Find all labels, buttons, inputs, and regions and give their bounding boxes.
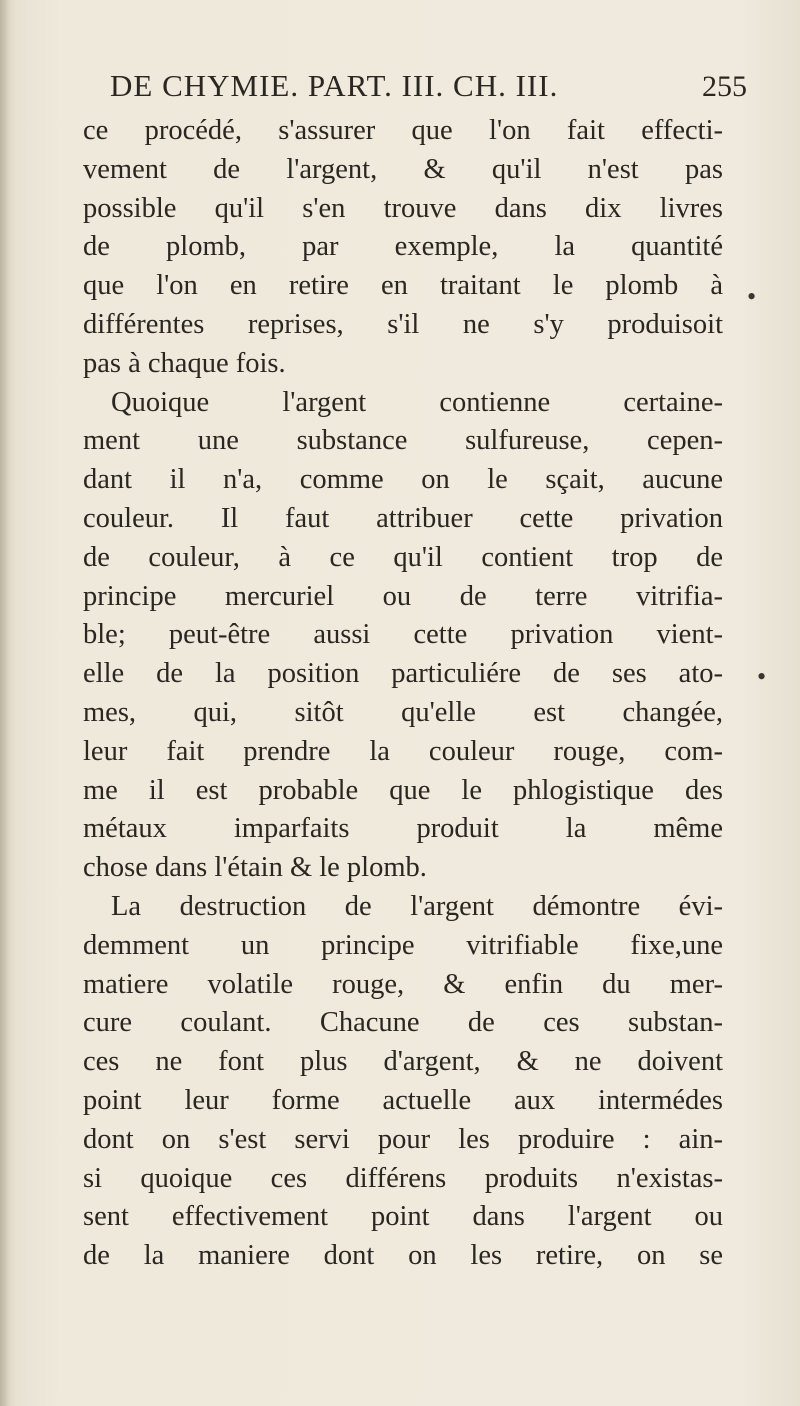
text-line: de couleur, à ce qu'il contient trop de bbox=[83, 541, 723, 573]
text-line: si quoique ces différens produits n'existas- bbox=[83, 1162, 723, 1194]
text-line: principe mercuriel ou de terre vitrifia- bbox=[83, 580, 723, 612]
text-line: dont on s'est servi pour les produire : ain- bbox=[83, 1123, 723, 1155]
text-line: La destruction de l'argent démontre évi- bbox=[111, 890, 723, 922]
page-number: 255 bbox=[702, 70, 747, 103]
text-line: cure coulant. Chacune de ces substan- bbox=[83, 1007, 723, 1039]
text-line: dant il n'a, comme on le sçait, aucune bbox=[83, 464, 723, 496]
text-line: ble; peut-être aussi cette privation vient- bbox=[83, 619, 723, 651]
text-line: métaux imparfaits produit la même bbox=[83, 813, 723, 845]
text-line: couleur. Il faut attribuer cette privation bbox=[83, 502, 723, 534]
text-line: différentes reprises, s'il ne s'y produisoit bbox=[83, 308, 723, 340]
text-line: chose dans l'étain & le plomb. bbox=[83, 852, 427, 884]
text-line: Quoique l'argent contienne certaine- bbox=[111, 386, 723, 418]
text-line: possible qu'il s'en trouve dans dix livres bbox=[83, 192, 723, 224]
body-text bbox=[83, 112, 723, 1276]
text-line: leur fait prendre la couleur rouge, com- bbox=[83, 735, 723, 767]
ink-mark-bottom: • bbox=[757, 662, 767, 691]
ink-mark-top: • bbox=[747, 282, 757, 311]
text-line: vement de l'argent, & qu'il n'est pas bbox=[83, 153, 723, 185]
text-line: demment un principe vitrifiable fixe,une bbox=[83, 929, 723, 961]
text-line: elle de la position particuliére de ses ato- bbox=[83, 658, 723, 690]
running-head: DE CHYMIE. PART. III. CH. III. bbox=[110, 68, 559, 103]
text-line: sent effectivement point dans l'argent ou bbox=[83, 1201, 723, 1233]
page-gutter-shadow bbox=[0, 0, 10, 1406]
text-line: ment une substance sulfureuse, cepen- bbox=[83, 425, 723, 457]
text-line: pas à chaque fois. bbox=[83, 347, 286, 379]
text-line: que l'on en retire en traitant le plomb à bbox=[83, 270, 723, 302]
text-line: de la maniere dont on les retire, on se bbox=[83, 1240, 723, 1272]
text-line: ces ne font plus d'argent, & ne doivent bbox=[83, 1046, 723, 1078]
text-line: mes, qui, sitôt qu'elle est changée, bbox=[83, 696, 723, 728]
text-line: matiere volatile rouge, & enfin du mer- bbox=[83, 968, 723, 1000]
text-line: point leur forme actuelle aux intermédes bbox=[83, 1084, 723, 1116]
text-line: ce procédé, s'assurer que l'on fait effecti- bbox=[83, 115, 723, 146]
text-line: de plomb, par exemple, la quantité bbox=[83, 231, 723, 263]
text-line: me il est probable que le phlogistique des bbox=[83, 774, 723, 806]
